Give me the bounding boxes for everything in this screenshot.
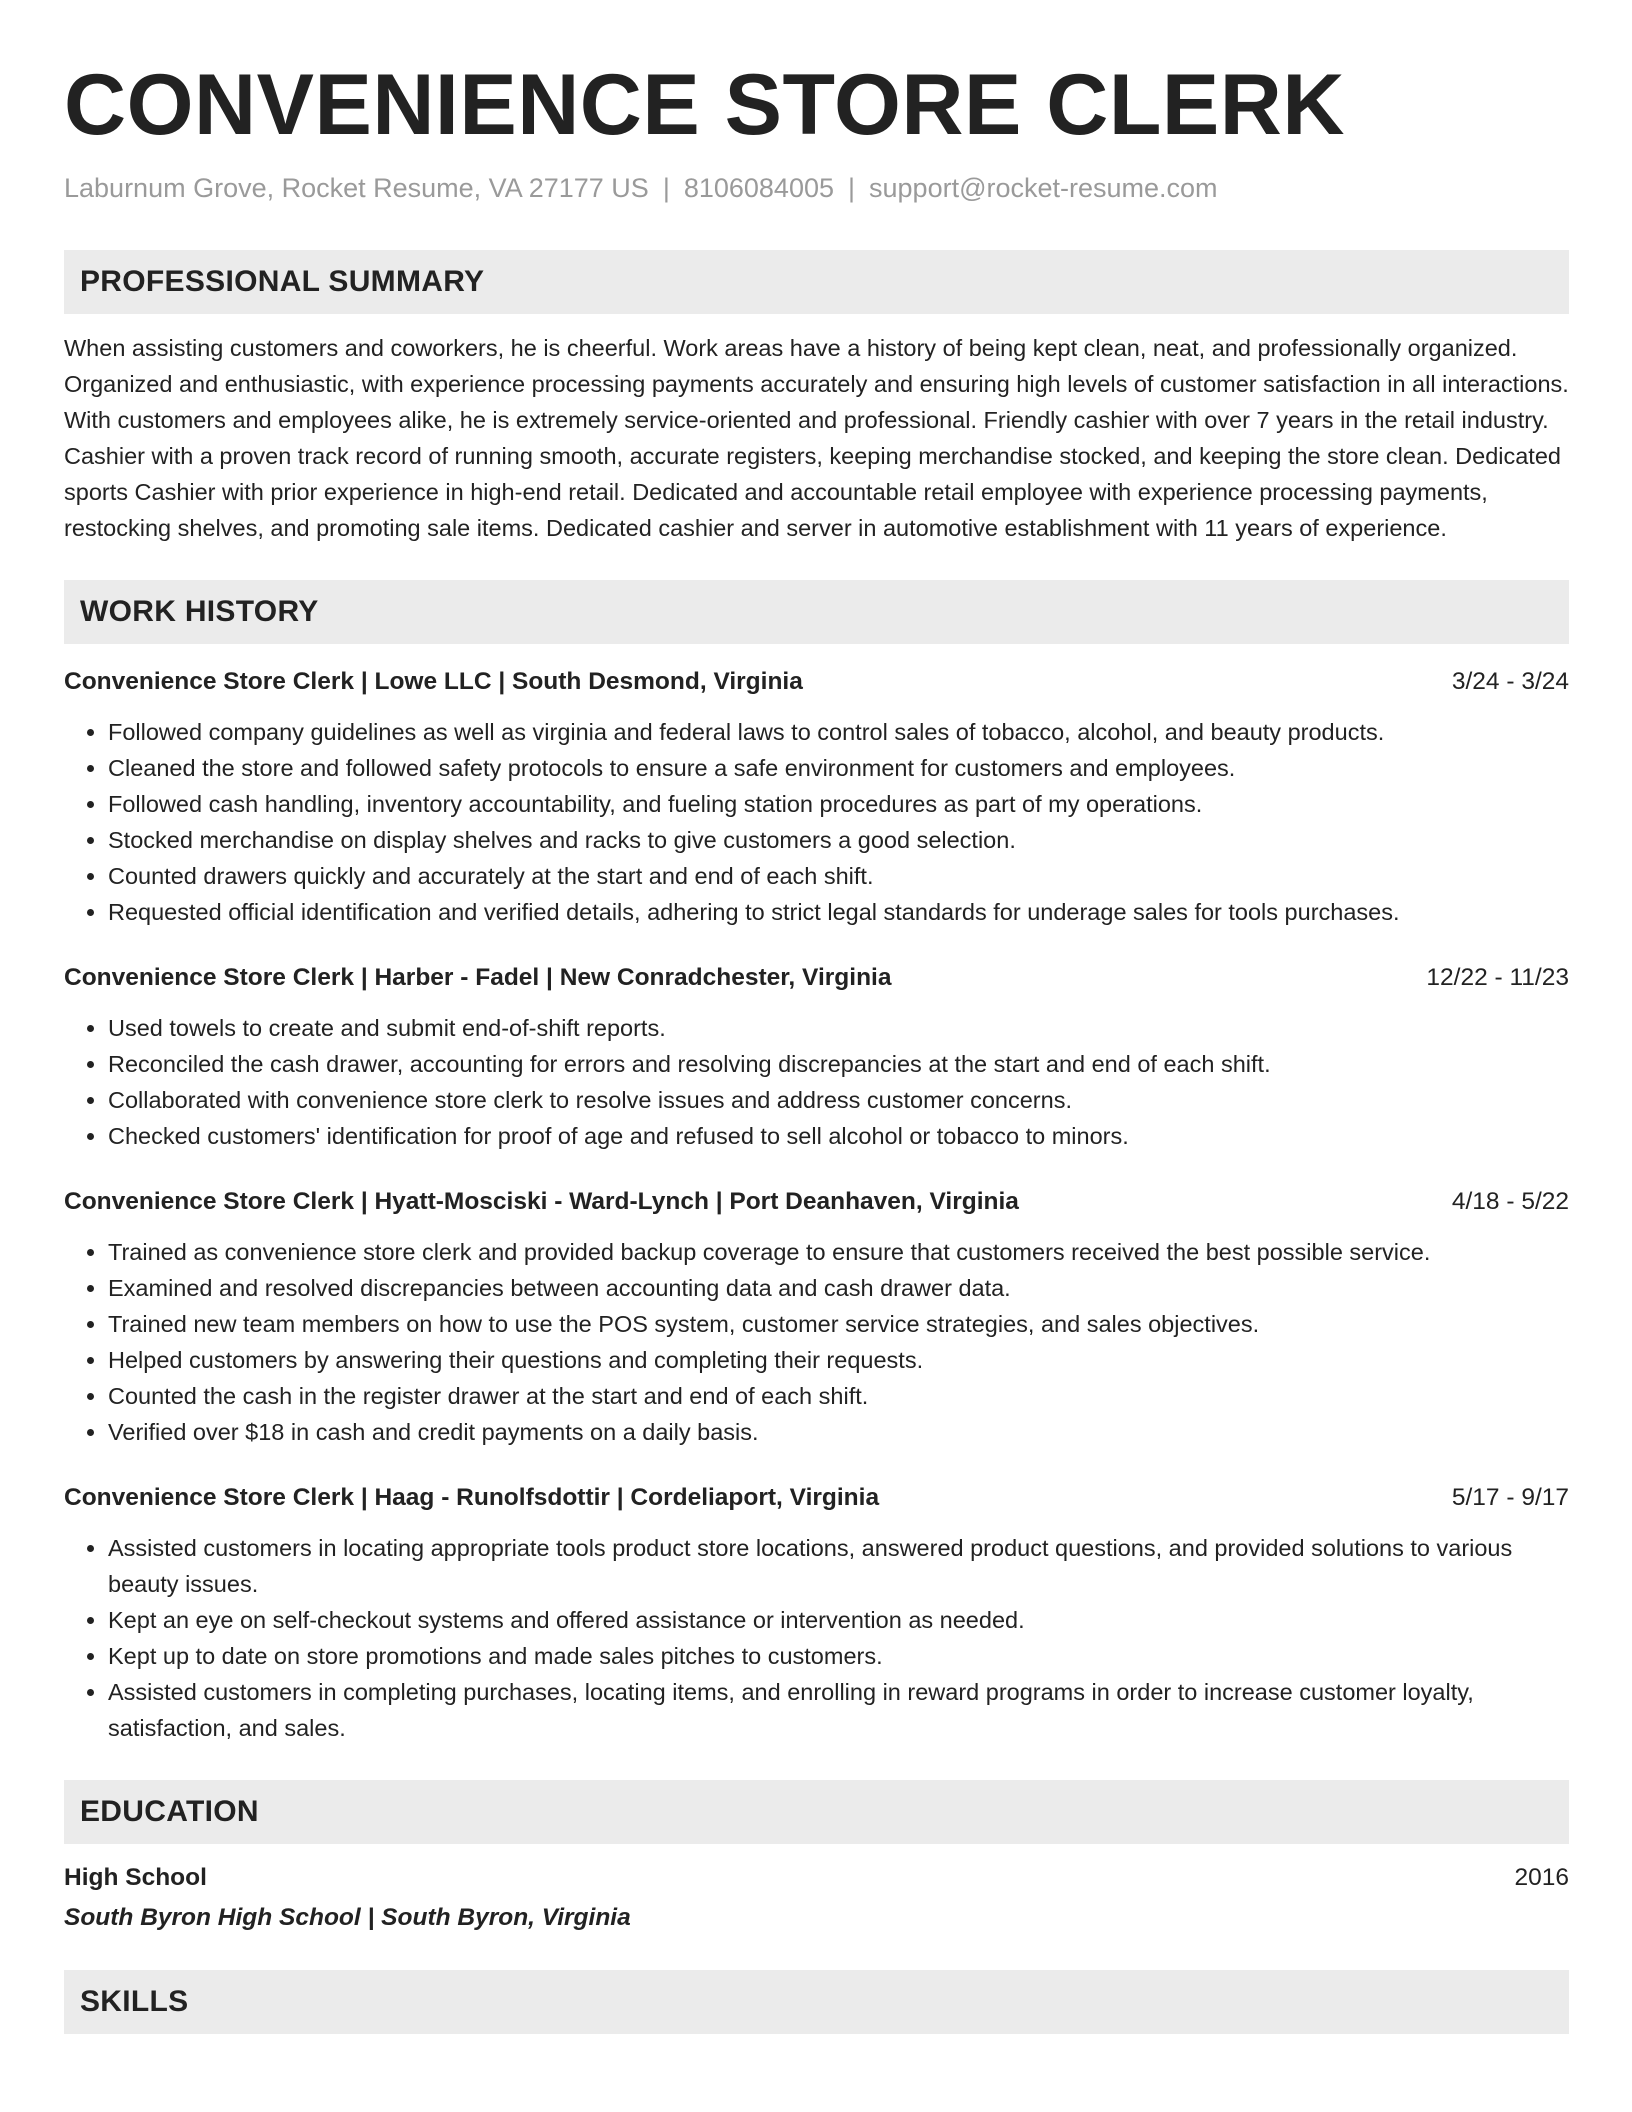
job-header [64, 960, 1569, 996]
job-bullet: • Verified over $18 in cash and credit payments on a daily basis. [108, 1414, 1569, 1450]
contact-phone: 8106084005 [683, 173, 834, 203]
job-bullet: • Counted the cash in the register drawer at the start and end of each shift. [108, 1378, 1569, 1414]
job-bullet: • Counted drawers quickly and accurately at the start and end of each shift. [108, 858, 1569, 894]
job-header [64, 1184, 1569, 1220]
contact-separator: | [662, 173, 670, 203]
job-bullets [64, 1530, 1569, 1746]
job-bullet: • Cleaned the store and followed safety protocols to ensure a safe environment for customers and employees. [108, 750, 1569, 786]
job-title: Convenience Store Clerk | Hyatt-Mosciski - Ward-Lynch | Port Deanhaven, Virginia [64, 1188, 1019, 1216]
job-entry [64, 1184, 1569, 1450]
job-bullet: • Reconciled the cash drawer, accounting for errors and resolving discrepancies at the start and end of each shift. [108, 1046, 1569, 1082]
education-degree: High School [64, 1864, 207, 1892]
job-bullet: • Assisted customers in completing purchases, locating items, and enrolling in reward programs in order to increase customer loyalty, satisfaction, and sales. [108, 1674, 1569, 1746]
job-bullet: • Trained new team members on how to use the POS system, customer service strategies, and sales objectives. [108, 1306, 1569, 1342]
candidate-name: CONVENIENCE STORE CLERK [64, 57, 1345, 153]
job-bullet: • Trained as convenience store clerk and provided backup coverage to ensure that customers received the best possible service. [108, 1234, 1569, 1270]
job-bullets [64, 714, 1569, 930]
job-bullet: • Helped customers by answering their questions and completing their requests. [108, 1342, 1569, 1378]
job-bullet: • Followed company guidelines as well as virginia and federal laws to control sales of tobacco, alcohol, and beauty products. [108, 714, 1569, 750]
education-school: South Byron High School | South Byron, Virginia [64, 1904, 631, 1932]
education-entry [64, 1860, 1569, 1896]
job-bullet: • Used towels to create and submit end-of-shift reports. [108, 1010, 1569, 1046]
job-dates: 4/18 - 5/22 [1451, 1188, 1569, 1216]
job-bullet: • Followed cash handling, inventory accountability, and fueling station procedures as part of my operations. [108, 786, 1569, 822]
job-title: Convenience Store Clerk | Haag - Runolfsdottir | Cordeliaport, Virginia [64, 1484, 880, 1512]
job-bullet: • Requested official identification and verified details, adhering to strict legal standards for underage sales for tools purchases. [108, 894, 1569, 930]
job-dates: 3/24 - 3/24 [1451, 668, 1569, 696]
contact-address: Laburnum Grove, Rocket Resume, VA 27177 US [64, 173, 649, 203]
job-title: Convenience Store Clerk | Lowe LLC | South Desmond, Virginia [64, 668, 803, 696]
job-bullet: • Kept an eye on self-checkout systems and offered assistance or intervention as needed. [108, 1602, 1569, 1638]
summary-text: When assisting customers and coworkers, he is cheerful. Work areas have a history of being kept clean, neat, and professionally organized. Organized and enthusiastic, with experience processing payments accurately and ensuring high levels of customer satisfaction in all interactions. With customers and employees alike, he is extremely service-oriented and professional. Friendly cashier with over 7 years in the retail industry. Cashier with a proven track record of running smooth, accurate registers, keeping merchandise stocked, and keeping the store clean. Dedicated sports Cashier with prior experience in high-end retail. Dedicated and accountable retail employee with experience processing payments, restocking shelves, and promoting sale items. Dedicated cashier and server in automotive establishment with 11 years of experience. [64, 335, 1569, 542]
job-entry [64, 960, 1569, 1154]
contact-line [64, 172, 1569, 204]
contact-email: support@rocket-resume.com [869, 173, 1218, 203]
job-bullet: • Assisted customers in locating appropriate tools product store locations, answered product questions, and provided solutions to various beauty issues. [108, 1530, 1569, 1602]
section-header-education: EDUCATION [64, 1780, 1569, 1844]
job-bullet: • Stocked merchandise on display shelves and racks to give customers a good selection. [108, 822, 1569, 858]
job-header [64, 664, 1569, 700]
section-header-summary: PROFESSIONAL SUMMARY [64, 250, 1569, 314]
job-title: Convenience Store Clerk | Harber - Fadel | New Conradchester, Virginia [64, 964, 892, 992]
job-entry [64, 1480, 1569, 1746]
job-bullets [64, 1010, 1569, 1154]
job-entry [64, 664, 1569, 930]
section-header-skills: SKILLS [64, 1970, 1569, 2034]
job-bullet: • Checked customers' identification for proof of age and refused to sell alcohol or tobacco to minors. [108, 1118, 1569, 1154]
section-header-work-history: WORK HISTORY [64, 580, 1569, 644]
job-header [64, 1480, 1569, 1516]
job-dates: 12/22 - 11/23 [1426, 964, 1569, 992]
job-bullets [64, 1234, 1569, 1450]
job-bullet: • Examined and resolved discrepancies between accounting data and cash drawer data. [108, 1270, 1569, 1306]
contact-separator: | [848, 173, 856, 203]
job-bullet: • Collaborated with convenience store clerk to resolve issues and address customer concerns. [108, 1082, 1569, 1118]
job-bullet: • Kept up to date on store promotions and made sales pitches to customers. [108, 1638, 1569, 1674]
job-dates: 5/17 - 9/17 [1451, 1484, 1569, 1512]
education-year: 2016 [1514, 1864, 1569, 1892]
